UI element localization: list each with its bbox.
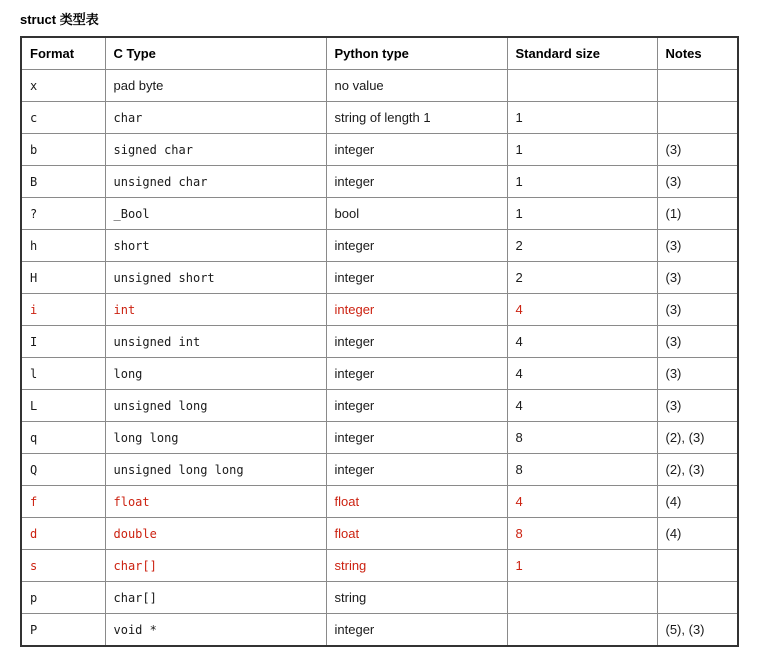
ctype-cell: float	[105, 486, 326, 518]
notes-cell: (2), (3)	[657, 454, 738, 486]
table-header	[21, 37, 738, 70]
table-row	[21, 70, 738, 102]
ctype-cell: double	[105, 518, 326, 550]
ctype-cell: unsigned long	[105, 390, 326, 422]
ctype-cell: void *	[105, 614, 326, 647]
table-row	[21, 166, 738, 198]
ctype-cell: unsigned int	[105, 326, 326, 358]
format-cell: f	[21, 486, 105, 518]
notes-cell: (2), (3)	[657, 422, 738, 454]
notes-cell: (1)	[657, 198, 738, 230]
ctype-cell: unsigned long long	[105, 454, 326, 486]
standard-size-cell: 8	[507, 518, 657, 550]
format-cell: B	[21, 166, 105, 198]
standard-size-cell: 1	[507, 166, 657, 198]
standard-size-cell: 4	[507, 390, 657, 422]
standard-size-cell: 2	[507, 230, 657, 262]
standard-size-cell: 4	[507, 326, 657, 358]
standard-size-cell: 1	[507, 550, 657, 582]
format-cell: L	[21, 390, 105, 422]
standard-size-cell	[507, 582, 657, 614]
table-row	[21, 550, 738, 582]
python-type-cell: integer	[326, 134, 507, 166]
ctype-cell: signed char	[105, 134, 326, 166]
format-cell: d	[21, 518, 105, 550]
ctype-cell: long long	[105, 422, 326, 454]
ctype-cell: unsigned short	[105, 262, 326, 294]
notes-cell	[657, 550, 738, 582]
format-cell: b	[21, 134, 105, 166]
table-row	[21, 582, 738, 614]
standard-size-cell: 1	[507, 198, 657, 230]
standard-size-cell: 4	[507, 486, 657, 518]
python-type-cell: no value	[326, 70, 507, 102]
standard-size-cell: 8	[507, 454, 657, 486]
ctype-cell: _Bool	[105, 198, 326, 230]
standard-size-cell: 1	[507, 102, 657, 134]
table-row	[21, 614, 738, 647]
standard-size-cell	[507, 614, 657, 647]
table-row	[21, 294, 738, 326]
format-cell: c	[21, 102, 105, 134]
format-cell: P	[21, 614, 105, 647]
table-row	[21, 518, 738, 550]
notes-cell: (4)	[657, 486, 738, 518]
python-type-cell: integer	[326, 262, 507, 294]
table-row	[21, 486, 738, 518]
header-notes: Notes	[657, 37, 738, 70]
table-row	[21, 422, 738, 454]
python-type-cell: integer	[326, 230, 507, 262]
format-cell: ?	[21, 198, 105, 230]
python-type-cell: integer	[326, 390, 507, 422]
table-row	[21, 198, 738, 230]
table-row	[21, 390, 738, 422]
notes-cell: (3)	[657, 134, 738, 166]
struct-type-table	[20, 36, 739, 647]
format-cell: h	[21, 230, 105, 262]
format-cell: s	[21, 550, 105, 582]
header-row	[21, 37, 738, 70]
table-row	[21, 102, 738, 134]
notes-cell: (3)	[657, 230, 738, 262]
python-type-cell: string of length 1	[326, 102, 507, 134]
ctype-cell: short	[105, 230, 326, 262]
format-cell: I	[21, 326, 105, 358]
table-row	[21, 454, 738, 486]
python-type-cell: integer	[326, 326, 507, 358]
python-type-cell: string	[326, 582, 507, 614]
header-ctype: C Type	[105, 37, 326, 70]
table-row	[21, 326, 738, 358]
python-type-cell: integer	[326, 358, 507, 390]
notes-cell	[657, 582, 738, 614]
notes-cell: (5), (3)	[657, 614, 738, 647]
page-title: struct 类型表	[20, 12, 99, 27]
header-python-type: Python type	[326, 37, 507, 70]
python-type-cell: float	[326, 518, 507, 550]
notes-cell: (3)	[657, 326, 738, 358]
format-cell: x	[21, 70, 105, 102]
standard-size-cell: 8	[507, 422, 657, 454]
python-type-cell: bool	[326, 198, 507, 230]
ctype-cell: long	[105, 358, 326, 390]
standard-size-cell: 4	[507, 358, 657, 390]
python-type-cell: integer	[326, 614, 507, 647]
table-row	[21, 358, 738, 390]
format-cell: i	[21, 294, 105, 326]
python-type-cell: integer	[326, 454, 507, 486]
python-type-cell: integer	[326, 294, 507, 326]
table-row	[21, 134, 738, 166]
notes-cell	[657, 102, 738, 134]
notes-cell: (3)	[657, 262, 738, 294]
python-type-cell: integer	[326, 166, 507, 198]
python-type-cell: integer	[326, 422, 507, 454]
table-row	[21, 230, 738, 262]
format-cell: l	[21, 358, 105, 390]
ctype-cell: unsigned char	[105, 166, 326, 198]
python-type-cell: string	[326, 550, 507, 582]
header-format: Format	[21, 37, 105, 70]
header-standard-size: Standard size	[507, 37, 657, 70]
notes-cell	[657, 70, 738, 102]
ctype-cell: pad byte	[105, 70, 326, 102]
ctype-cell: int	[105, 294, 326, 326]
standard-size-cell: 1	[507, 134, 657, 166]
standard-size-cell	[507, 70, 657, 102]
format-cell: q	[21, 422, 105, 454]
standard-size-cell: 4	[507, 294, 657, 326]
format-cell: p	[21, 582, 105, 614]
python-type-cell: float	[326, 486, 507, 518]
notes-cell: (3)	[657, 358, 738, 390]
ctype-cell: char	[105, 102, 326, 134]
ctype-cell: char[]	[105, 550, 326, 582]
notes-cell: (3)	[657, 294, 738, 326]
notes-cell: (3)	[657, 390, 738, 422]
type-table-body	[21, 70, 738, 647]
format-cell: Q	[21, 454, 105, 486]
ctype-cell: char[]	[105, 582, 326, 614]
notes-cell: (4)	[657, 518, 738, 550]
table-row	[21, 262, 738, 294]
notes-cell: (3)	[657, 166, 738, 198]
format-cell: H	[21, 262, 105, 294]
standard-size-cell: 2	[507, 262, 657, 294]
